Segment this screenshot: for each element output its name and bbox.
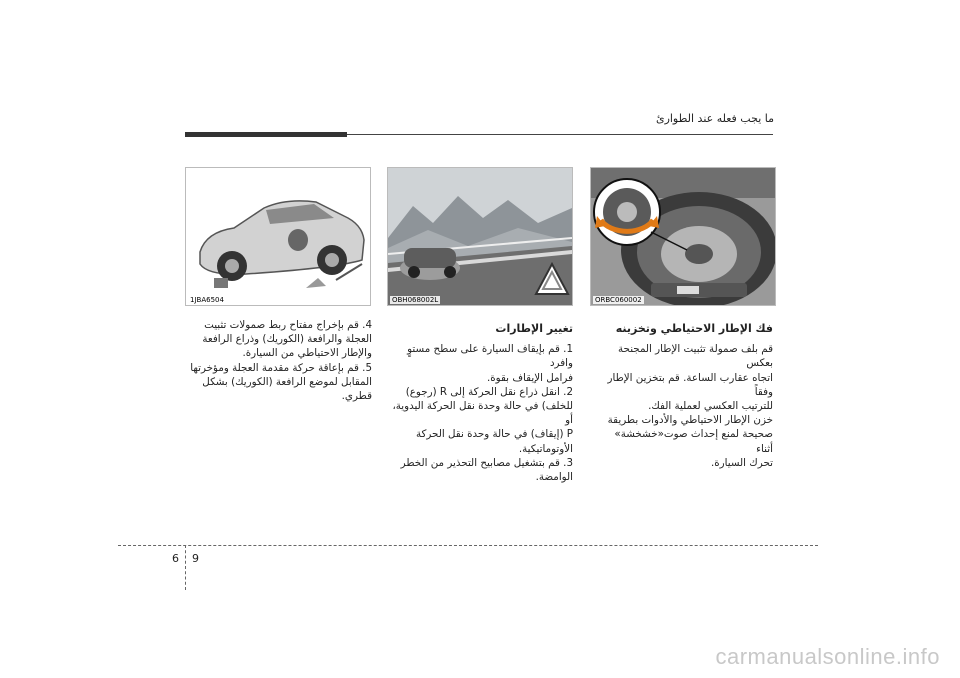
step-line: P (إيقاف) في حالة وحدة نقل الحركة: [415, 428, 573, 441]
section-changing-tires: [390, 322, 573, 484]
section-heading: فك الإطار الاحتياطي وتخزينه: [615, 322, 773, 335]
step-item: [390, 456, 573, 484]
step-line: قطري.: [341, 390, 372, 403]
figure-car-jack: [185, 167, 371, 306]
figure-code: 1JBA6504: [190, 296, 224, 304]
chapter-title: ما يجب فعله عند الطوارئ: [655, 112, 774, 125]
header-rule: [347, 134, 773, 135]
steps-list: [187, 318, 372, 403]
footer-divider: [185, 545, 186, 590]
page-number-chapter: 6: [172, 552, 179, 565]
watermark: carmanualsonline.info: [715, 644, 940, 669]
step-line: والإطار الاحتياطي من السيارة.: [242, 347, 372, 360]
paragraph-line: اتجاه عقارب الساعة. قم بتخزين الإطار وفقاً: [607, 371, 773, 398]
step-item: [390, 385, 573, 456]
roadside-illustration: [388, 168, 572, 305]
page-number: 9: [192, 552, 199, 565]
step-line: العجلة والرافعة (الكوريك) وذراع الرافعة: [202, 333, 372, 346]
spare-tire-illustration: [591, 168, 775, 305]
car-jack-illustration: [186, 168, 370, 305]
step-line: 1. قم بإيقاف السيارة على سطح مستوٍ وافرد: [407, 343, 573, 370]
step-line: 2. انقل ذراع نقل الحركة إلى R (رجوع): [405, 385, 573, 398]
paragraph-line: قم بلف صمولة تثبيت الإطار المجنحة بعكس: [618, 343, 773, 370]
section-heading: تغيير الإطارات: [495, 322, 573, 335]
section-changing-tires-continued: [187, 318, 372, 403]
step-item: [390, 342, 573, 385]
step-line: 5. قم بإعاقة حركة مقدمة العجلة ومؤخرتها: [190, 361, 372, 374]
figure-spare-tire: [590, 167, 776, 306]
figure-code: OBH068002L: [392, 296, 439, 304]
section-spare-tire-storage: [595, 322, 773, 470]
step-line: الوامضة.: [535, 471, 573, 484]
step-line: للخلف) في حالة وحدة نقل الحركة اليدوية، أو: [392, 400, 573, 427]
figure-roadside: [387, 167, 573, 306]
step-line: فرامل الإيقاف بقوة.: [486, 371, 573, 384]
step-line: 4. قم بإخراج مفتاح ربط صمولات تثبيت: [204, 319, 372, 331]
paragraph-line: تحرك السيارة.: [710, 456, 773, 469]
step-line: المقابل لموضع الرافعة (الكوريك) بشكل: [202, 375, 372, 388]
header-bar: [185, 132, 347, 137]
footer-rule: [118, 545, 818, 546]
figure-code: ORBC060002: [595, 296, 642, 304]
paragraph-line: صحيحة لمنع إحداث صوت«خشخشة» أثناء: [614, 428, 773, 455]
step-line: 3. قم بتشغيل مصابيح التحذير من الخطر: [400, 456, 573, 469]
step-line: الأوتوماتيكية.: [518, 442, 573, 455]
steps-list: [390, 342, 573, 484]
step-item: [187, 318, 372, 361]
step-item: [187, 361, 372, 404]
paragraph-line: خزن الإطار الاحتياطي والأدوات بطريقة: [607, 414, 773, 427]
paragraph-line: للترتيب العكسي لعملية الفك.: [648, 400, 773, 413]
